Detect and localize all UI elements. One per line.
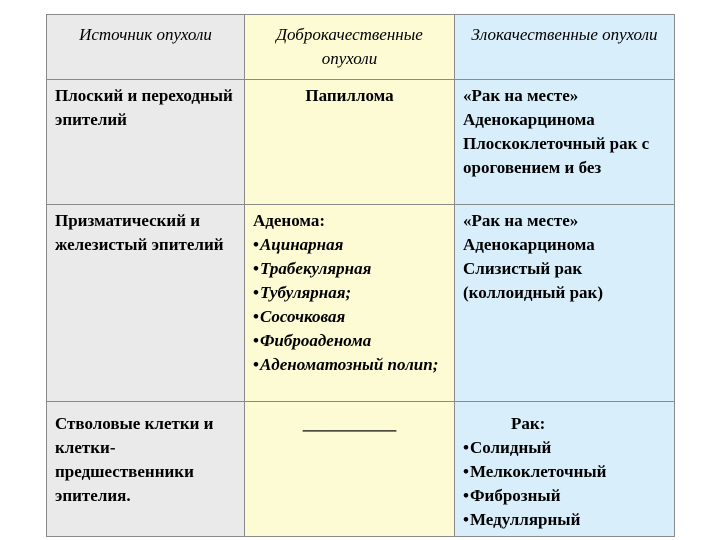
malignant-line: Слизистый рак [463,259,583,278]
malignant-cell [455,205,675,402]
malignant-cell [455,80,675,205]
header-benign: Доброкачественные опухоли [245,15,455,80]
benign-cell [245,402,455,537]
benign-item: • Фиброаденома [253,329,446,353]
malignant-item: • Фиброзный [463,484,666,508]
malignant-title: Рак: [511,414,546,433]
malignant-item: • Мелкоклеточный [463,460,666,484]
malignant-line: Плоскоклеточный рак с ороговением и без [463,134,650,177]
header-malignant: Злокачественные опухоли [455,15,675,80]
malignant-cell [455,402,675,537]
header-source: Источник опухоли [47,15,245,80]
malignant-line: «Рак на месте» [463,86,579,105]
benign-item: • Аденоматозный полип; [253,353,446,377]
malignant-line: (коллоидный рак) [463,283,604,302]
benign-item: • Тубулярная; [253,281,446,305]
source-cell: Плоский и переходный эпителий [47,80,245,205]
malignant-line: «Рак на месте» [463,211,579,230]
table-row [47,205,675,402]
source-cell: Призматический и железистый эпителий [47,205,245,402]
table-row [47,80,675,205]
malignant-item: • Солидный [463,436,666,460]
benign-item: • Сосочковая [253,305,446,329]
source-cell: Стволовые клетки и клетки-предшественники эпителия. [47,402,245,537]
benign-cell [245,205,455,402]
header-row [47,15,675,80]
tumor-classification-table [46,14,675,537]
malignant-item: • Медуллярный [463,508,666,532]
malignant-line: Аденокарцинома [463,235,595,254]
table-row [47,402,675,537]
benign-item: • Ацинарная [253,233,446,257]
malignant-line: Аденокарцинома [463,110,595,129]
benign-item: • Трабекулярная [253,257,446,281]
benign-title: Аденома: [253,211,326,230]
benign-cell: Папиллома [245,80,455,205]
empty-placeholder-line: ___________ [302,414,397,433]
